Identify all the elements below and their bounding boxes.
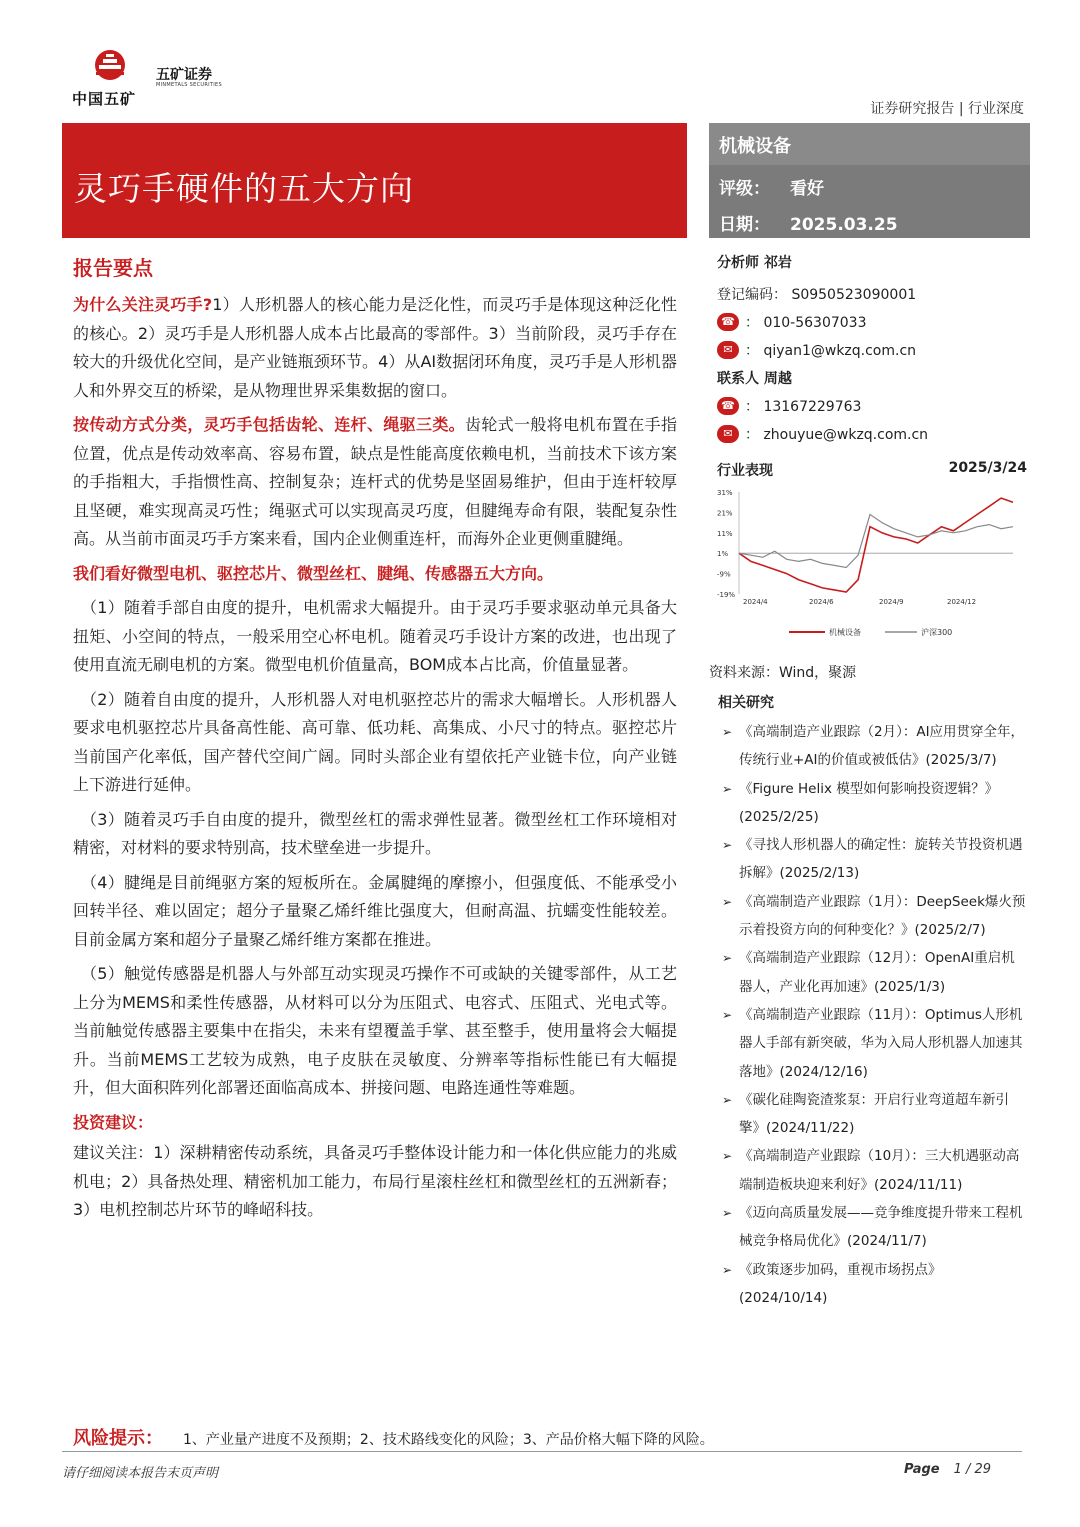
- footer-disclaimer: 请仔细阅读本报告末页声明: [62, 1466, 219, 1481]
- chart-header: [717, 460, 1027, 480]
- related-item-text: 《迈向高质量发展——竞争维度提升带来工程机械竞争格局优化》(2024/11/7): [739, 1205, 1023, 1250]
- contact-email: [717, 420, 1027, 448]
- arrow-icon: ➢: [722, 838, 733, 853]
- risk-text: 1、产业量产进度不及预期；2、技术路线变化的风险；3、产品价格大幅下降的风险。: [183, 1432, 714, 1448]
- related-item[interactable]: [718, 888, 1028, 945]
- contact-phone: [717, 392, 1027, 420]
- p2-lead: 按传动方式分类，灵巧手包括齿轮、连杆、绳驱三类。: [73, 415, 465, 434]
- report-type: 证券研究报告 | 行业深度: [870, 101, 1024, 117]
- date-value: 2025.03.25: [790, 215, 898, 235]
- related-item-text: 《高端制造产业跟踪（2月）：AI应用贯穿全年，传统行业+AI的价值或被低估》(2025/3/7): [739, 724, 1025, 769]
- x-tick-label: 2024/4: [743, 598, 768, 606]
- footer-page: [904, 1462, 991, 1477]
- arrow-icon: ➢: [722, 781, 733, 796]
- contact-name-text: 联系人 周越: [717, 371, 792, 387]
- related-item-text: 《寻找人形机器人的确定性：旋转关节投资机遇拆解》(2025/2/13): [739, 837, 1023, 882]
- industry-performance-chart: [717, 460, 1027, 655]
- contact-phone-text: ： 13167229763: [745, 399, 862, 415]
- email-icon: ✉: [717, 341, 739, 359]
- minmetals-emblem-icon: [90, 48, 130, 88]
- x-tick-label: 2024/12: [947, 598, 977, 606]
- email-icon: ✉: [717, 425, 739, 443]
- arrow-icon: ➢: [722, 951, 733, 966]
- related-item[interactable]: [718, 1142, 1028, 1199]
- rating-value: 看好: [790, 179, 824, 199]
- paragraph-4: （1）随着手部自由度的提升，电机需求大幅提升。由于灵巧手要求驱动单元具备大扭矩、小空间的特点，一般采用空心杯电机。随着灵巧手设计方案的改进，也出现了使用直流无刷电机的方案。微型电机价值量高，BOM成本占比高，价值量显著。: [73, 598, 677, 674]
- analyst-phone-text: ： 010-56307033: [745, 315, 867, 331]
- phone-icon: ☎: [717, 397, 739, 415]
- x-tick-label: 2024/9: [879, 598, 904, 606]
- chart-title: 行业表现: [717, 463, 773, 479]
- chart-svg: [717, 482, 1022, 652]
- analyst-info: [717, 252, 1027, 448]
- y-tick-label: 1%: [717, 550, 729, 559]
- p3-lead: 我们看好微型电机、驱控芯片、微型丝杠、腱绳、传感器五大方向。: [73, 563, 554, 583]
- arrow-icon: ➢: [722, 1007, 733, 1022]
- analyst-email-text[interactable]: ： qiyan1@wkzq.com.cn: [745, 343, 917, 359]
- paragraph-5: （2）随着自由度的提升，人形机器人对电机驱控芯片的需求大幅增长。人形机器人要求电机驱控芯片具备高性能、高可靠、低功耗、高集成、小尺寸的特点。驱控芯片当前国产化率低，国产替代空间广阔。同时头部企业有望依托产业链卡位，向产业链上下游进行延伸。: [73, 689, 677, 794]
- y-tick-label: -19%: [717, 591, 736, 599]
- related-item[interactable]: [718, 1086, 1028, 1143]
- related-list: [718, 718, 1028, 1312]
- page-number: 1 / 29: [953, 1462, 992, 1477]
- risk-label: 风险提示：: [73, 1428, 163, 1449]
- series-line-csi300: [739, 514, 1013, 567]
- chart-date: 2025/3/24: [948, 460, 1027, 476]
- related-item-text: 《高端制造产业跟踪（11月）：Optimus人形机器人手部有新突破，华为入局人形机器人加速其落地》(2024/12/16): [739, 1006, 1023, 1080]
- related-title: 相关研究: [718, 695, 774, 711]
- related-item[interactable]: [718, 775, 1028, 832]
- rating-date-block: [709, 165, 1030, 238]
- contact-name: [717, 364, 1027, 392]
- y-tick-label: 21%: [717, 509, 733, 518]
- paragraph-2: [73, 411, 677, 554]
- p1-lead: 为什么关注灵巧手?: [73, 295, 213, 314]
- arrow-icon: ➢: [722, 1092, 733, 1107]
- contact-email-text[interactable]: ： zhouyue@wkzq.com.cn: [745, 427, 929, 443]
- related-item-text: 《高端制造产业跟踪（1月）：DeepSeek爆火预示着投资方向的何种变化？》(2025/2/7): [739, 893, 1026, 939]
- related-item[interactable]: [718, 944, 1028, 1001]
- related-item-text: 《高端制造产业跟踪（12月）：OpenAI重启机器人，产业化再加速》(2025/1/3): [739, 950, 1015, 995]
- arrow-icon: ➢: [722, 1206, 733, 1221]
- company-logo: [72, 48, 232, 108]
- y-tick-label: 31%: [717, 489, 733, 497]
- related-item[interactable]: [718, 831, 1028, 888]
- paragraph-6: （3）随着灵巧手自由度的提升，微型丝杠的需求弹性显著。微型丝杠工作环境相对精密，对材料的要求特别高，技术壁垒进一步提升。: [73, 809, 677, 857]
- risk-notice: [73, 1424, 714, 1450]
- related-item[interactable]: [718, 1001, 1028, 1086]
- analyst-phone: [717, 308, 1027, 336]
- analyst-reg-text: 登记编码： S0950523090001: [717, 287, 917, 303]
- industry-name: 机械设备: [709, 123, 1030, 165]
- related-item[interactable]: [718, 718, 1028, 775]
- related-item[interactable]: [718, 1256, 1028, 1313]
- report-title: 灵巧手硬件的五大方向: [74, 169, 414, 208]
- p2-body: 齿轮式一般将电机布置在手指位置，优点是传动效率高、容易布置，缺点是性能高度依赖电机，当前技术下该方案的手指粗大，手指惯性高、控制复杂；连杆式的优势是坚固易维护，但由于连杆较厚且坚硬，难实现高灵巧性；绳驱式可以实现高灵巧度，但腱绳寿命有限，装配复杂性高。从当前市面灵巧手方案来看，国内企业侧重连杆，而海外企业更侧重腱绳。: [73, 415, 677, 548]
- series-line-machinery: [739, 498, 1013, 592]
- analyst-reg: [717, 280, 1027, 308]
- arrow-icon: ➢: [722, 894, 733, 909]
- paragraph-8: （5）触觉传感器是机器人与外部互动实现灵巧操作不可或缺的关键零部件，从工艺上分为MEMS和柔性传感器，从材料可以分为压阻式、电容式、压阻式、光电式等。当前触觉传感器主要集中在指尖，未来有望覆盖手掌、甚至整手，使用量将会大幅提升。当前MEMS工艺较为成熟，电子皮肤在灵敏度、分辨率等指标性能已有大幅提升，但大面积阵列化部署还面临高成本、拼接问题、电路连通性等难题。: [73, 964, 677, 1097]
- logo-cn-name: 中国五矿: [72, 90, 137, 108]
- rating-label: 评级：: [719, 179, 770, 199]
- related-research: [718, 692, 1028, 1312]
- related-item[interactable]: [718, 1199, 1028, 1256]
- invest-body: 建议关注：1）深耕精密传动系统，具备灵巧手整体设计能力和一体化供应能力的兆威机电；2）具备热处理、精密机加工能力，布局行星滚柱丝杠和微型丝杠的五洲新春；3）电机控制芯片环节的峰岹科技。: [73, 1143, 677, 1219]
- logo-brand: 五矿证券: [156, 67, 212, 83]
- analyst-email: [717, 336, 1027, 364]
- industry-rating-box: [709, 123, 1030, 238]
- date-label: 日期：: [719, 215, 770, 235]
- related-item-text: 《政策逐步加码，重视市场拐点》(2024/10/14): [739, 1261, 942, 1306]
- related-item-text: 《Figure Helix 模型如何影响投资逻辑？》(2025/2/25): [739, 780, 999, 825]
- footer-divider: [62, 1451, 1022, 1452]
- paragraph-1: [73, 291, 677, 405]
- legend-label: 机械设备: [829, 628, 861, 637]
- analyst-name: 分析师 祁岩: [717, 255, 792, 271]
- y-tick-label: -9%: [717, 570, 731, 579]
- title-banner: [62, 123, 687, 238]
- y-tick-label: 11%: [717, 529, 733, 538]
- paragraph-7: （4）腱绳是目前绳驱方案的短板所在。金属腱绳的摩擦小，但强度低、不能承受小回转半径、难以固定；超分子量聚乙烯纤维比强度大，但耐高温、抗蠕变性能较差。目前金属方案和超分子量聚乙烯纤维方案都在推进。: [73, 872, 677, 949]
- arrow-icon: ➢: [722, 725, 733, 739]
- chart-source: 资料来源：Wind，聚源: [709, 665, 857, 681]
- phone-icon: ☎: [717, 313, 739, 331]
- invest-title: 投资建议：: [73, 1112, 154, 1132]
- arrow-icon: ➢: [722, 1262, 733, 1277]
- main-content: [73, 252, 677, 1231]
- related-item-text: 《高端制造产业跟踪（10月）：三大机遇驱动高端制造板块迎来利好》(2024/11/11): [739, 1148, 1020, 1193]
- section-title: 报告要点: [73, 256, 153, 280]
- arrow-icon: ➢: [722, 1149, 733, 1164]
- p1-body: 1）人形机器人的核心能力是泛化性，而灵巧手是体现这种泛化性的核心。2）灵巧手是人形机器人成本占比最高的零部件。3）当前阶段，灵巧手存在较大的升级优化空间，是产业链瓶颈环节。4）从AI数据闭环角度，灵巧手是人形机器人和外界交互的桥梁，是从物理世界采集数据的窗口。: [73, 295, 677, 400]
- related-item-text: 《碳化硅陶瓷渣浆泵：开启行业弯道超车新引擎》(2024/11/22): [739, 1091, 1009, 1137]
- page-label: Page: [904, 1462, 940, 1477]
- logo-brand-en: MINMETALS SECURITIES: [156, 82, 222, 88]
- legend-label: 沪深300: [921, 628, 953, 637]
- x-tick-label: 2024/6: [809, 598, 834, 606]
